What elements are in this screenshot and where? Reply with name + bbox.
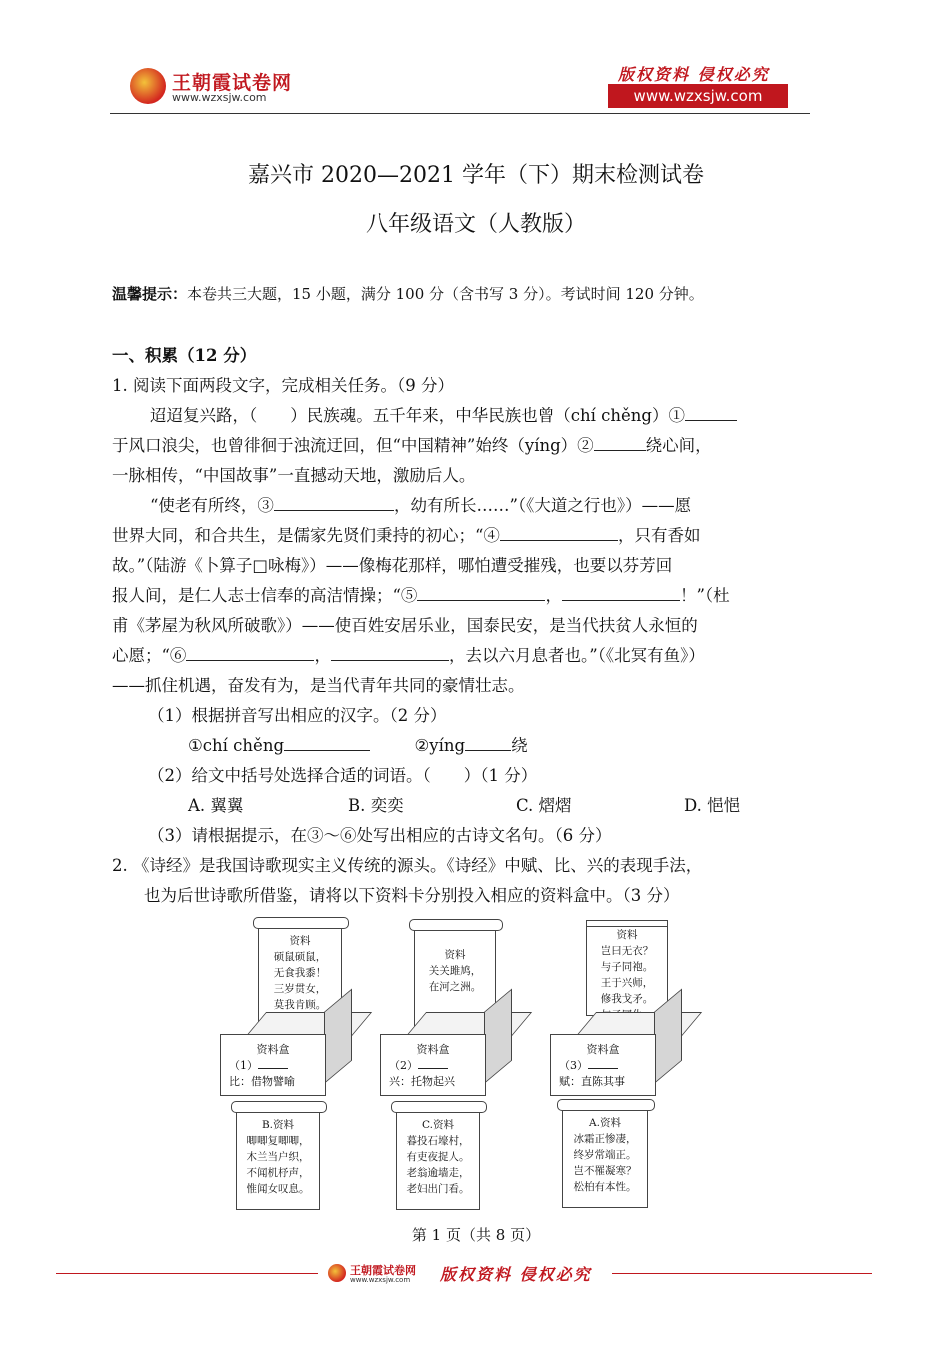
q1-sub1-answers xyxy=(188,732,528,756)
card-line: 松柏有本性。 xyxy=(573,1181,637,1193)
q2-stem-line2: 也为后世诗歌所借鉴，请将以下资料卡分别投入相应的资料盒中。（3 分） xyxy=(144,886,680,905)
card-line: 老翁逾墙走， xyxy=(406,1167,470,1179)
q1-p1-line3: 一脉相传，“中国故事”一直撼动天地，激励后人。 xyxy=(112,466,476,485)
tip-line xyxy=(112,283,704,304)
answer-blank[interactable] xyxy=(685,406,737,421)
copyright-notice: 版权资料 侵权必究 xyxy=(618,65,770,84)
option-b[interactable]: B. 奕奕 xyxy=(348,796,404,815)
text-run: “使老有所终，③ xyxy=(150,496,274,515)
q1-p1-line2 xyxy=(112,432,712,456)
q1-sub2: （2）给文中括号处选择合适的词语。（ ）（1 分） xyxy=(148,766,538,785)
text-run: 迢迢复兴路，（ ）民族魂。五千年来，中华民族也曾（chí chěng）① xyxy=(150,406,685,425)
tip-text: 本卷共三大题，15 小题，满分 100 分（含书写 3 分）。考试时间 120 分钟。 xyxy=(187,285,704,303)
logo-name: 王朝霞试卷网 xyxy=(172,72,293,94)
text-run: ，只有香如 xyxy=(617,526,701,545)
box-title: 资料盒 xyxy=(586,1043,620,1056)
bottom-card-a[interactable] xyxy=(562,1104,648,1208)
box-3-top xyxy=(576,1012,702,1036)
card-line: 岂曰无衣？ xyxy=(600,945,654,957)
pinyin-a: ①chí chěng xyxy=(188,736,285,755)
card-line: 莫我肯顾。 xyxy=(273,999,327,1011)
card-line: 硕鼠硕鼠， xyxy=(273,951,327,963)
logo-url: www.wzxsjw.com xyxy=(172,91,267,104)
header-divider xyxy=(110,113,810,114)
q1-p2-line6: 心愿；“⑥ ， ，去以六月息者也。”（《北冥有鱼》） xyxy=(112,646,705,665)
page-indicator: 第 1 页（共 8 页） xyxy=(411,1226,541,1244)
q2-stem-line1: 2. 《诗经》是我国诗歌现实主义传统的源头。《诗经》中赋、比、兴的表现手法， xyxy=(112,856,703,875)
answer-blank[interactable] xyxy=(274,496,394,511)
card-line: 修我戈矛。 xyxy=(600,993,654,1005)
section-heading: 一、积累（12 分） xyxy=(112,346,257,365)
q1-stem: 1. 阅读下面两段文字，完成相关任务。（9 分） xyxy=(112,376,454,395)
answer-blank[interactable] xyxy=(258,1058,288,1069)
answer-blank[interactable] xyxy=(284,736,370,751)
text-run: 世界大同，和合共生，是儒家先贤们秉持的初心；“④ xyxy=(112,526,500,545)
text-run: ，去以六月息者也。”（《北冥有鱼》） xyxy=(448,646,705,665)
card-line: 有吏夜捉人。 xyxy=(406,1151,470,1163)
option-d[interactable]: D. 悒悒 xyxy=(684,796,741,815)
option-a[interactable]: A. 翼翼 xyxy=(188,796,244,815)
box-number xyxy=(559,1057,655,1073)
pinyin-b: ②yíng xyxy=(414,736,466,755)
box-number xyxy=(229,1057,325,1073)
card-line: 暮投石壕村， xyxy=(406,1135,470,1147)
bottom-card-c[interactable] xyxy=(396,1106,480,1210)
text-run: 绕 xyxy=(511,736,528,755)
answer-blank[interactable] xyxy=(331,646,449,661)
footer-logo-icon xyxy=(328,1264,346,1282)
exam-subtitle: 八年级语文（人教版） xyxy=(365,212,586,237)
box-2[interactable] xyxy=(380,1034,486,1096)
q1-sub3: （3）请根据提示，在③～⑥处写出相应的古诗文名句。（6 分） xyxy=(148,826,612,845)
answer-blank[interactable] xyxy=(588,1058,618,1069)
q1-p2-line2 xyxy=(112,522,700,546)
q1-p1-line1 xyxy=(150,402,737,426)
card-line: 关关雎鸠， xyxy=(428,965,482,977)
box-1[interactable] xyxy=(220,1034,326,1096)
card-line: 唧唧复唧唧， xyxy=(246,1135,310,1147)
card-line: 与子同袍。 xyxy=(600,961,654,973)
box-type: 兴：托物起兴 xyxy=(389,1075,455,1088)
logo-emblem-icon xyxy=(130,68,166,104)
text-run: ，幼有所长……”（《大道之行也》）——愿 xyxy=(393,496,692,515)
footer-rule-left xyxy=(56,1273,318,1274)
card-line: 终岁常端正。 xyxy=(573,1149,637,1161)
box-2-top xyxy=(406,1012,532,1036)
card-line: 不闻机杼声， xyxy=(246,1167,310,1179)
answer-blank[interactable] xyxy=(465,736,511,751)
top-card-3[interactable] xyxy=(586,920,668,1016)
q1-p2-line5: 甫《茅屋为秋风所破歌》）——使百姓安居乐业，国泰民安，是当代扶贫人永恒的 xyxy=(112,616,698,635)
text-run: 绕心间， xyxy=(645,436,712,455)
footer-logo-name: 王朝霞试卷网 xyxy=(350,1264,416,1277)
card-line: 木兰当户织， xyxy=(246,1151,310,1163)
box-number-label: （2） xyxy=(389,1059,418,1072)
q1-p2-line7: ——抓住机遇，奋发有为，是当代青年共同的豪情壮志。 xyxy=(112,676,525,695)
q1-p2-line3: 故。”（陆游《卜算子□咏梅》）——像梅花那样，哪怕遭受摧残，也要以芬芳回 xyxy=(112,556,673,575)
box-type: 比：借物譬喻 xyxy=(229,1075,295,1088)
card-line: 无食我黍！ xyxy=(273,967,327,979)
card-line: 冰霜正惨凄， xyxy=(573,1133,637,1145)
bottom-card-b[interactable] xyxy=(236,1106,320,1210)
card-line: 老妇出门看。 xyxy=(406,1183,470,1195)
card-title: B.资料 xyxy=(261,1119,295,1131)
card-title: 资料 xyxy=(289,935,311,947)
exam-title: 嘉兴市 2020—2021 学年（下）期末检测试卷 xyxy=(248,163,704,188)
q1-p2-line4: 报人间，是仁人志士信奉的高洁情操；“⑤ ， ！”（杜 xyxy=(112,586,730,605)
q1-sub1: （1）根据拼音写出相应的汉字。（2 分） xyxy=(148,706,447,725)
card-title: A.资料 xyxy=(589,1117,621,1129)
box-1-top xyxy=(246,1012,372,1036)
footer-rule-right xyxy=(612,1273,872,1274)
card-line: 惟闻女叹息。 xyxy=(246,1183,310,1195)
box-number xyxy=(389,1057,485,1073)
tip-label: 温馨提示： xyxy=(112,285,188,303)
answer-blank[interactable] xyxy=(418,1058,448,1069)
box-type: 赋：直陈其事 xyxy=(559,1075,625,1088)
box-number-label: （1） xyxy=(229,1059,258,1072)
url-banner[interactable]: www.wzxsjw.com xyxy=(608,84,788,108)
q1-p2-line1 xyxy=(150,492,691,516)
answer-blank[interactable] xyxy=(562,586,680,601)
text-run: ！”（杜 xyxy=(679,586,730,605)
card-title: C.资料 xyxy=(422,1119,454,1131)
option-c[interactable]: C. 熠熠 xyxy=(516,796,572,815)
text-run: 报人间，是仁人志士信奉的高洁情操；“⑤ xyxy=(112,586,418,605)
card-title: 资料 xyxy=(616,929,638,941)
footer-logo-url: www.wzxsjw.com xyxy=(350,1276,411,1284)
card-line: 在河之洲。 xyxy=(428,981,482,993)
footer-copyright: 版权资料 侵权必究 xyxy=(440,1265,592,1284)
card-line: 三岁贯女， xyxy=(273,983,327,995)
card-line: 王于兴师， xyxy=(600,977,654,989)
box-3[interactable] xyxy=(550,1034,656,1096)
text-run: 心愿；“⑥ xyxy=(112,646,187,665)
box-number-label: （3） xyxy=(559,1059,588,1072)
answer-blank[interactable] xyxy=(594,436,646,451)
text-run: 于风口浪尖，也曾徘徊于浊流迂回，但“中国精神”始终（yíng）② xyxy=(112,436,594,455)
box-title: 资料盒 xyxy=(256,1043,290,1056)
answer-blank[interactable] xyxy=(500,526,618,541)
card-line: 岂不罹凝寒？ xyxy=(573,1165,637,1177)
card-title: 资料 xyxy=(444,949,466,961)
answer-blank[interactable] xyxy=(417,586,545,601)
box-title: 资料盒 xyxy=(416,1043,450,1056)
answer-blank[interactable] xyxy=(186,646,314,661)
